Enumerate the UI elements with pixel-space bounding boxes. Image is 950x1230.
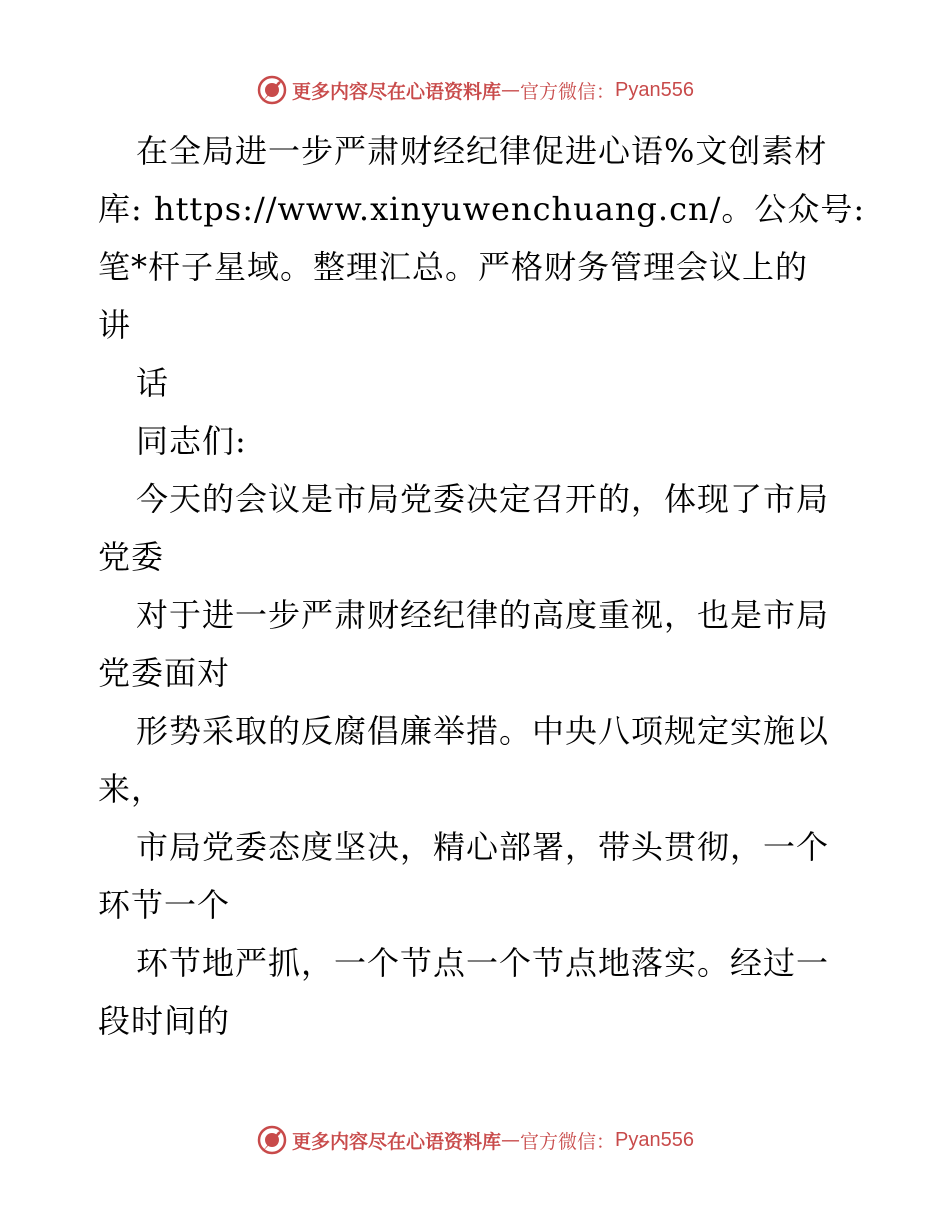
banner-dash: — <box>501 1129 521 1151</box>
banner-dash: — <box>501 79 521 101</box>
text-line: 今天的会议是市局党委决定召开的，体现了市局 <box>136 480 830 518</box>
text-line: 市局党委态度坚决，精心部署，带头贯彻，一个 <box>136 828 830 866</box>
text-line: 环节一个 <box>98 886 231 924</box>
document-body <box>98 122 866 1050</box>
quill-logo-icon <box>256 74 288 106</box>
footer-banner <box>0 1120 950 1160</box>
text-line: 党委 <box>98 538 165 576</box>
banner-text: 更多内容尽在心语资料库 <box>292 80 502 103</box>
header-banner <box>0 70 950 110</box>
text-line: 笔*杆子星域。整理汇总。严格财务管理会议上的 <box>98 248 809 286</box>
text-line: 段时间的 <box>98 1002 231 1040</box>
text-line: 在全局进一步严肃财经纪律促进心语%文创素材 <box>136 132 828 170</box>
banner-wechat-id: Pyan556 <box>615 1128 694 1151</box>
text-line: 党委面对 <box>98 654 231 692</box>
text-line: 来， <box>98 770 165 808</box>
text-line: 讲 <box>98 306 132 344</box>
text-line: 库: https://www.xinyuwenchuang.cn/。公众号: <box>98 190 866 228</box>
text-line: 形势采取的反腐倡廉举措。中央八项规定实施以 <box>136 712 830 750</box>
banner-wechat-label: 官方微信： <box>520 1130 616 1153</box>
banner-text: 更多内容尽在心语资料库 <box>292 1130 502 1153</box>
quill-logo-icon <box>256 1124 288 1156</box>
text-line: 对于进一步严肃财经纪律的高度重视，也是市局 <box>136 596 830 634</box>
banner-wechat-label: 官方微信： <box>520 80 616 103</box>
text-line: 话 <box>136 364 170 402</box>
banner-wechat-id: Pyan556 <box>615 78 694 101</box>
text-line: 环节地严抓，一个节点一个节点地落实。经过一 <box>136 944 830 982</box>
text-line: 同志们: <box>136 422 247 460</box>
